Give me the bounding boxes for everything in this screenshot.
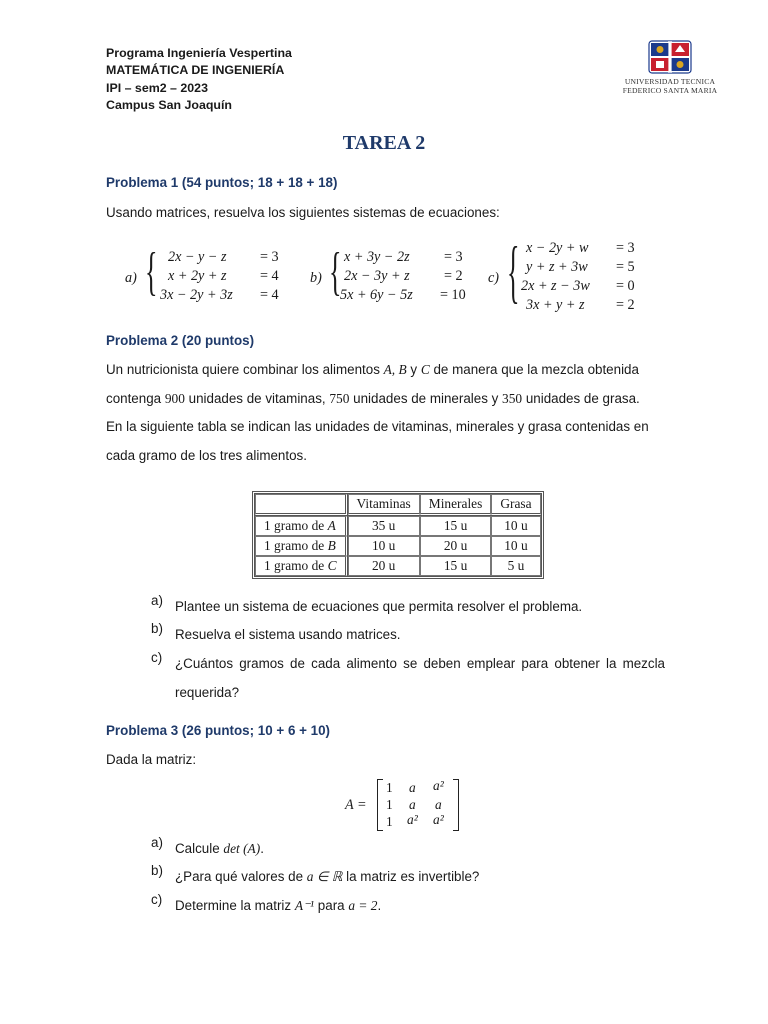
system-a-eq3-lhs: 3x − 2y + 3z bbox=[160, 287, 233, 303]
item-text bbox=[175, 892, 665, 921]
program-name: Programa Ingeniería Vespertina bbox=[106, 46, 292, 60]
matrix-cell: a² bbox=[407, 812, 418, 827]
logo-text-line2: FEDERICO SANTA MARIA bbox=[622, 86, 718, 95]
item-text-mid: para bbox=[314, 898, 349, 913]
matrix-cell: a bbox=[409, 780, 416, 795]
item-label: a) bbox=[151, 835, 163, 850]
row-label-var: C bbox=[327, 558, 337, 573]
table-row bbox=[255, 536, 541, 556]
course-header bbox=[106, 45, 292, 115]
p2-text-y: y bbox=[406, 362, 421, 377]
item-text bbox=[175, 863, 665, 892]
system-c-brace: { bbox=[507, 232, 520, 311]
row-label-text: 1 gramo de bbox=[264, 558, 328, 573]
item-math2: a = 2 bbox=[348, 898, 378, 913]
row-label-var: A bbox=[327, 518, 336, 533]
system-b-eq2-lhs: 2x − 3y + z bbox=[344, 268, 410, 284]
problem2-line1 bbox=[106, 356, 664, 385]
p2-text-a: Un nutricionista quiere combinar los alimentos bbox=[106, 362, 384, 377]
p2-text-end: de manera que la mezcla obtenida bbox=[429, 362, 639, 377]
system-a-eq1-lhs: 2x − y − z bbox=[168, 249, 227, 265]
page-title: TAREA 2 bbox=[342, 132, 426, 154]
p2-line2-c: unidades de minerales y bbox=[349, 390, 503, 406]
p2-math-ab: A, B bbox=[383, 362, 407, 377]
item-text-a: Calcule bbox=[175, 841, 224, 856]
p2-line2-d: unidades de grasa. bbox=[522, 390, 640, 406]
matrix-cell: a² bbox=[433, 812, 444, 827]
system-b-eq3-lhs: 5x + 6y − 5z bbox=[340, 287, 413, 303]
item-text bbox=[175, 835, 665, 864]
system-a-eq2-rhs: = 4 bbox=[260, 268, 279, 284]
matrix-lhs: A = bbox=[345, 797, 367, 813]
table-cell: 35 u bbox=[348, 516, 420, 536]
system-a-label: a) bbox=[125, 270, 137, 286]
p2-num-750: 750 bbox=[329, 390, 350, 406]
matrix-cell: 1 bbox=[386, 814, 393, 829]
matrix-cell: a bbox=[435, 797, 442, 812]
system-a-eq2-lhs: x + 2y + z bbox=[168, 268, 227, 284]
table-row-label bbox=[255, 556, 348, 576]
problem2-paragraph bbox=[106, 356, 664, 470]
p2-line2-a: contenga bbox=[106, 390, 165, 406]
system-c-eq2-rhs: = 5 bbox=[616, 259, 635, 275]
table-header-minerales: Minerales bbox=[420, 494, 492, 516]
matrix-cell: 1 bbox=[386, 797, 393, 812]
system-a-eq1-rhs: = 3 bbox=[260, 249, 279, 265]
system-a-brace: { bbox=[145, 241, 158, 302]
problem3-intro: Dada la matriz: bbox=[106, 752, 197, 767]
system-b-brace: { bbox=[329, 241, 342, 302]
p2-num-900: 900 bbox=[164, 390, 185, 406]
logo-text-line1: UNIVERSIDAD TECNICA bbox=[624, 77, 716, 86]
table-cell: 15 u bbox=[420, 556, 492, 576]
matrix-right-bracket bbox=[453, 779, 459, 831]
table-cell: 10 u bbox=[348, 536, 420, 556]
nutrition-table-wrapper bbox=[252, 491, 544, 579]
matrix-a bbox=[345, 778, 475, 834]
table-cell: 10 u bbox=[491, 516, 540, 536]
system-c-eq1-rhs: = 3 bbox=[616, 240, 635, 256]
table-row bbox=[255, 556, 541, 576]
course-term: IPI – sem2 – 2023 bbox=[106, 80, 208, 95]
row-label-text: 1 gramo de bbox=[264, 518, 328, 533]
problem2-heading: Problema 2 (20 puntos) bbox=[106, 333, 255, 348]
item-label: b) bbox=[151, 863, 163, 878]
item-text-end: . bbox=[377, 898, 382, 913]
table-header-vitaminas: Vitaminas bbox=[348, 494, 420, 516]
system-c-eq4-lhs: 3x + y + z bbox=[526, 297, 585, 313]
p2-num-350: 350 bbox=[502, 390, 523, 406]
matrix-left-bracket bbox=[377, 779, 383, 831]
system-c-eq1-lhs: x − 2y + w bbox=[526, 240, 589, 256]
item-text: Plantee un sistema de ecuaciones que permita resolver el problema. bbox=[175, 599, 583, 614]
system-b-eq1-lhs: x + 3y − 2z bbox=[344, 249, 410, 265]
item-text: Resuelva el sistema usando matrices. bbox=[175, 627, 401, 642]
item-label: b) bbox=[151, 621, 163, 636]
course-name: MATEMÁTICA DE INGENIERÍA bbox=[106, 63, 285, 78]
item-text: ¿Cuántos gramos de cada alimento se deben emplear para obtener la mezcla requerida? bbox=[175, 656, 665, 700]
table-row-label bbox=[255, 536, 348, 556]
system-c-eq4-rhs: = 2 bbox=[616, 297, 635, 313]
item-math: A⁻¹ bbox=[294, 898, 315, 913]
item-text-end: . bbox=[260, 841, 264, 856]
table-header-grasa: Grasa bbox=[491, 494, 540, 516]
system-c-eq3-lhs: 2x + z − 3w bbox=[521, 278, 590, 294]
system-c-label: c) bbox=[488, 270, 500, 286]
p2-math-c: C bbox=[420, 362, 430, 377]
system-b-eq1-rhs: = 3 bbox=[444, 249, 463, 265]
item-text-a: Determine la matriz bbox=[175, 898, 295, 913]
item-label: a) bbox=[151, 593, 163, 608]
item-text-a: ¿Para qué valores de bbox=[175, 869, 307, 884]
item-math: a ∈ ℝ bbox=[306, 869, 343, 884]
table-cell: 15 u bbox=[420, 516, 492, 536]
p2-line2-b: unidades de vitaminas, bbox=[184, 390, 330, 406]
item-text-end: la matriz es invertible? bbox=[342, 869, 480, 884]
matrix-cell: a² bbox=[433, 778, 444, 793]
system-a-eq3-rhs: = 4 bbox=[260, 287, 279, 303]
table-cell: 5 u bbox=[491, 556, 540, 576]
table-header-empty bbox=[255, 494, 348, 516]
system-b-label: b) bbox=[310, 270, 322, 286]
table-cell: 10 u bbox=[491, 536, 540, 556]
table-row-label bbox=[255, 516, 348, 536]
system-c-eq3-rhs: = 0 bbox=[616, 278, 635, 294]
university-logo bbox=[618, 40, 722, 95]
matrix-cell: a bbox=[409, 797, 416, 812]
problem2-line2 bbox=[106, 385, 664, 414]
university-crest-icon bbox=[648, 40, 692, 74]
problem2-line3: En la siguiente tabla se indican las unidades de vitaminas, minerales y grasa contenidas en bbox=[106, 419, 649, 435]
system-b-eq3-rhs: = 10 bbox=[440, 287, 466, 303]
row-label-text: 1 gramo de bbox=[264, 538, 328, 553]
nutrition-table bbox=[252, 491, 544, 579]
system-c-eq2-lhs: y + z + 3w bbox=[526, 259, 588, 275]
row-label-var: B bbox=[327, 538, 336, 553]
table-cell: 20 u bbox=[420, 536, 492, 556]
table-row bbox=[255, 516, 541, 536]
problem1-intro: Usando matrices, resuelva los siguientes sistemas de ecuaciones: bbox=[106, 205, 500, 220]
table-cell: 20 u bbox=[348, 556, 420, 576]
item-math: det (A) bbox=[223, 841, 261, 856]
campus-name: Campus San Joaquín bbox=[106, 98, 232, 113]
equation-systems bbox=[0, 232, 768, 320]
item-label: c) bbox=[151, 892, 163, 907]
matrix-cell: 1 bbox=[386, 780, 393, 795]
system-b-eq2-rhs: = 2 bbox=[444, 268, 463, 284]
table-header-row bbox=[255, 494, 541, 516]
item-label: c) bbox=[151, 650, 163, 665]
problem1-heading: Problema 1 (54 puntos; 18 + 18 + 18) bbox=[106, 175, 338, 190]
problem3-heading: Problema 3 (26 puntos; 10 + 6 + 10) bbox=[106, 723, 331, 738]
problem2-line4: cada gramo de los tres alimentos. bbox=[106, 447, 307, 463]
